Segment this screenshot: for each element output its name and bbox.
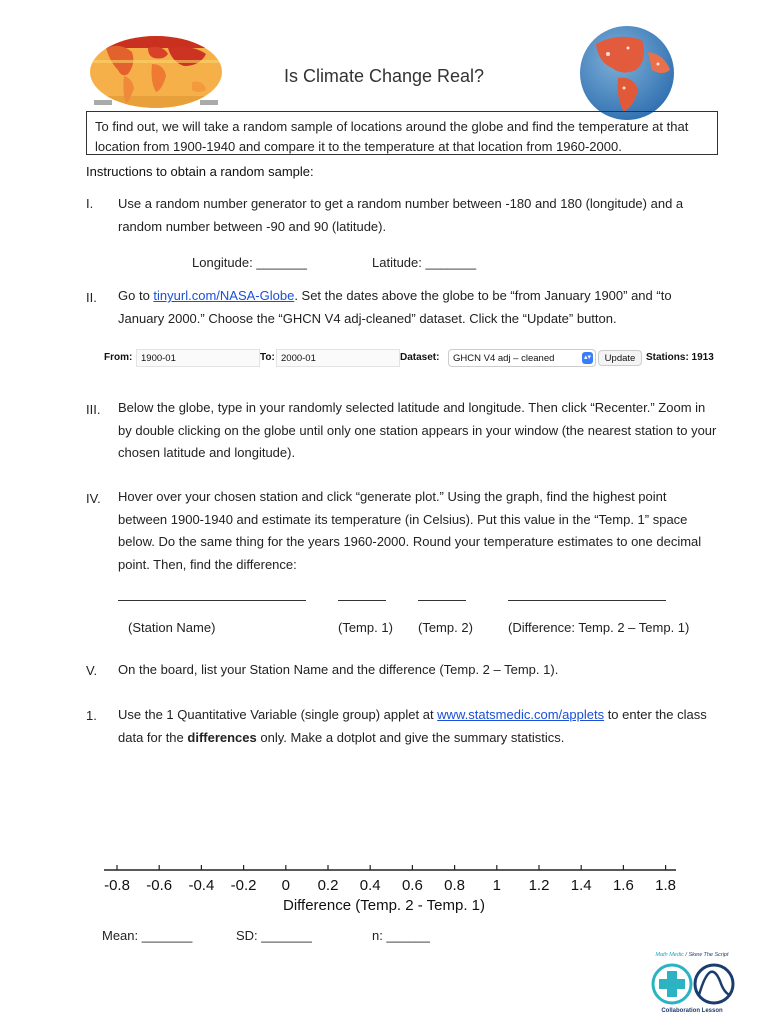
- step-4-text: Hover over your chosen station and click “generate plot.” Using the graph, find the highest point between 1900-1940 and estimate its temperature (in Celsius). Put this value in the “Temp. 1” space below. Do the same thing for the years 1960-2000. Round your temperature estimates to one decimal point. Then, find the difference:: [118, 489, 702, 572]
- axis-tick-label: -0.2: [230, 877, 257, 894]
- update-button[interactable]: Update: [598, 350, 642, 366]
- step-1-number: I.: [86, 196, 94, 211]
- logo-math-medic: Math Medic: [655, 952, 684, 958]
- statsmedic-link[interactable]: www.statsmedic.com/applets: [437, 707, 605, 722]
- logo-caption: Collaboration Lesson: [661, 1008, 723, 1014]
- mean-field: Mean: _______: [102, 928, 193, 943]
- latitude-field: Latitude: _______: [372, 255, 477, 270]
- differences-emphasis: differences: [187, 729, 257, 745]
- step-3-number: III.: [86, 402, 101, 417]
- nasa-globe-link[interactable]: tinyurl.com/NASA-Globe: [153, 288, 295, 303]
- globe-toolbar: [104, 349, 720, 369]
- temp2-blank: [418, 600, 466, 601]
- station-name-blank: [118, 600, 306, 601]
- stations-count: Stations: 1913: [646, 352, 714, 363]
- axis-tick-label: 0.6: [401, 877, 423, 894]
- to-label: To:: [260, 352, 275, 363]
- to-input[interactable]: 2000-01: [276, 349, 400, 367]
- question-1-number: 1.: [86, 708, 97, 723]
- axis-title: Difference (Temp. 2 - Temp. 1): [282, 897, 486, 914]
- step-2-text: Go to tinyurl.com/NASA-Globe. Set the dates above the globe to be “from January 1900” and “to January 2000.” Choose the “GHCN V4 adj-cleaned” dataset. Click the “Update” button.: [118, 288, 672, 326]
- axis-tick-label: -0.6: [146, 877, 173, 894]
- sd-field: SD: _______: [236, 928, 312, 943]
- axis-tick-label: 0.2: [317, 877, 339, 894]
- axis-tick-label: -0.4: [188, 877, 215, 894]
- difference-blank: [508, 600, 666, 601]
- step-5-text: On the board, list your Station Name and the difference (Temp. 2 – Temp. 1).: [118, 662, 559, 677]
- collaboration-logo: [642, 952, 742, 1024]
- dataset-label: Dataset:: [400, 352, 440, 363]
- temp2-caption: (Temp. 2): [418, 620, 473, 635]
- instructions-heading: Instructions to obtain a random sample:: [86, 164, 314, 179]
- axis-tick-label: -0.8: [104, 877, 130, 894]
- axis-tick-label: 0.4: [359, 877, 381, 894]
- temp1-caption: (Temp. 1): [338, 620, 393, 635]
- axis-tick-label: 1.8: [655, 877, 677, 894]
- n-field: n: ______: [372, 928, 430, 943]
- step-5-number: V.: [86, 663, 98, 678]
- globe-image: [578, 24, 676, 122]
- axis-tick-label: 1: [492, 877, 501, 894]
- intro-box: To find out, we will take a random sample of locations around the globe and find the temperature at that location from 1900-1940 and compare it to the temperature at that location from 1960-2000.: [86, 111, 718, 155]
- step-3-text: Below the globe, type in your randomly selected latitude and longitude. Then click “Recenter.” Zoom in by double clicking on the globe until only one station appears in your window (the nearest station to your chosen latitude and longitude).: [118, 400, 717, 460]
- axis-tick-label: 0: [281, 877, 290, 894]
- logo-skew-script: / Skew The Script: [685, 952, 729, 958]
- question-1-text: Use the 1 Quantitative Variable (single group) applet at www.statsmedic.com/applets to enter the class data for the differences only. Make a dotplot and give the summary statistics.: [118, 707, 707, 745]
- from-label: From:: [104, 352, 133, 363]
- longitude-field: Longitude: _______: [192, 255, 307, 270]
- step-2-number: II.: [86, 290, 97, 305]
- medic-plus-curve-icon: [650, 961, 736, 1007]
- axis-tick-label: 1.2: [528, 877, 550, 894]
- chevron-updown-icon: ▴▾: [582, 352, 593, 364]
- axis-tick-label: 0.8: [444, 877, 466, 894]
- from-input[interactable]: 1900-01: [136, 349, 260, 367]
- step-4-number: IV.: [86, 491, 101, 506]
- dataset-select[interactable]: [448, 349, 596, 367]
- axis-tick-label: 1.6: [612, 877, 634, 894]
- dataset-selected-value: GHCN V4 adj – cleaned: [453, 353, 555, 364]
- station-name-caption: (Station Name): [128, 620, 216, 635]
- difference-caption: (Difference: Temp. 2 – Temp. 1): [508, 620, 690, 635]
- temp1-blank: [338, 600, 386, 601]
- step-1-text: Use a random number generator to get a random number between -180 and 180 (longitude) and a random number between -90 and 90 (latitude).: [118, 196, 684, 234]
- page-title: Is Climate Change Real?: [283, 66, 485, 86]
- axis-tick-label: 1.4: [570, 877, 592, 894]
